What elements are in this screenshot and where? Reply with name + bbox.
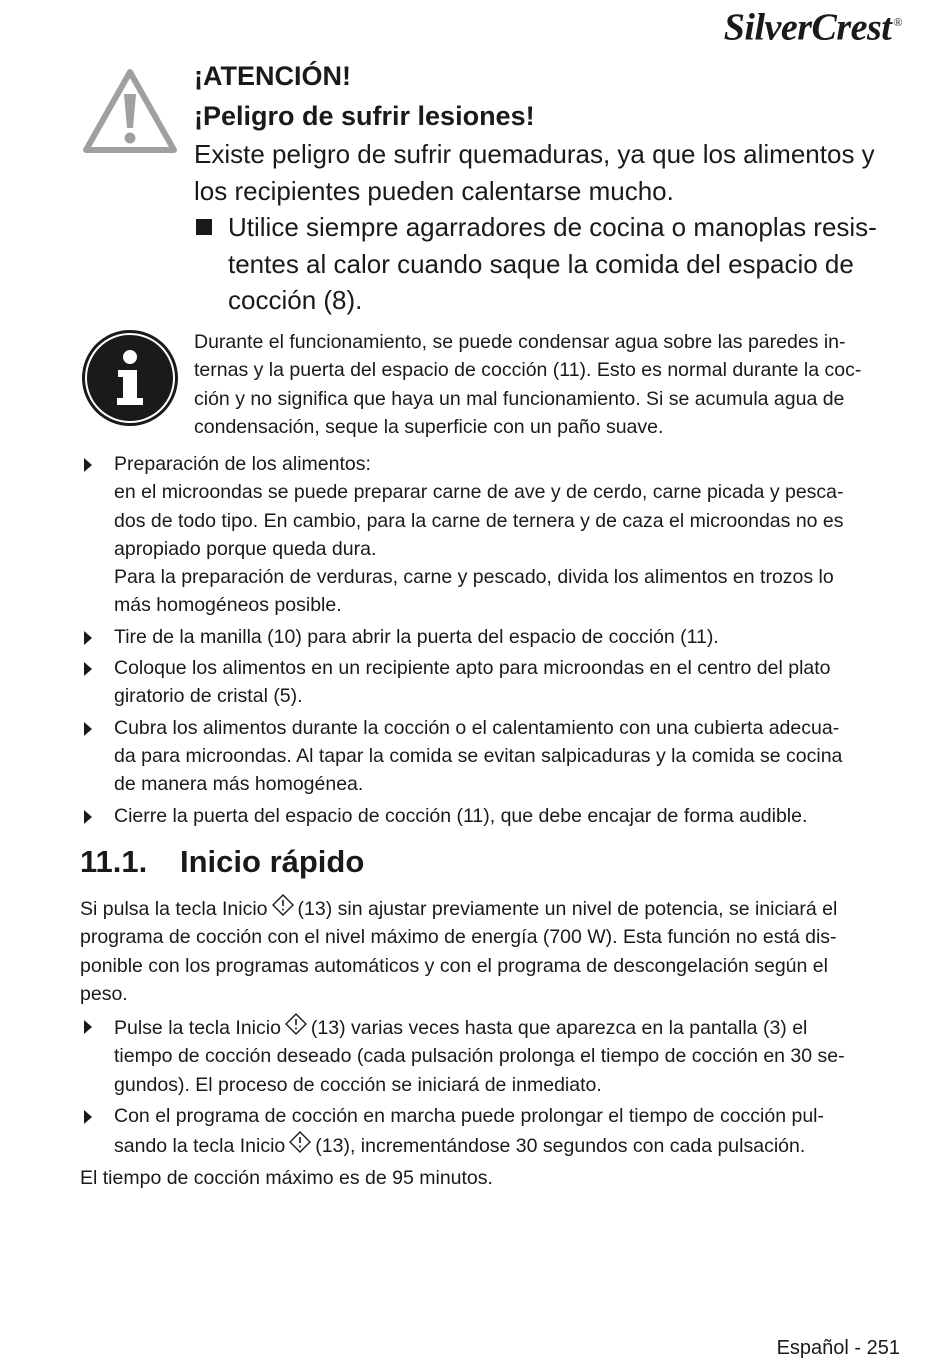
- section-title: Inicio rápido: [180, 844, 365, 879]
- page-footer: Español - 251: [776, 1337, 900, 1359]
- arrow-bullet-icon: [84, 722, 92, 736]
- list-item: Cierre la puerta del espacio de cocción (11), que debe encajar de forma audible.: [80, 802, 900, 830]
- section-heading: [80, 842, 364, 882]
- preparation-steps: [80, 450, 900, 833]
- list-item: Preparación de los alimentos: en el microondas se puede preparar carne de ave y de cerdo, carne picada y pesca- dos de todo tipo. En cambio, para la carne de ternera y de caza el microondas no es apropiado porque queda dura. Para la preparación de verduras, carne y pescado, divida los alimentos en trozos lo más homogéneos posible.: [80, 450, 900, 620]
- arrow-bullet-icon: [84, 1110, 92, 1124]
- section-number: 11.1.: [80, 844, 148, 879]
- info-note: Durante el funcionamiento, se puede condensar agua sobre las paredes in- ternas y la puerta del espacio de cocción (11). Esto es normal durante la coc- ción y no significa que haya un mal funcionamiento. Si se acumula agua de condensación, seque la superficie con un paño suave.: [194, 331, 862, 438]
- info-icon: [80, 328, 180, 428]
- list-item: Tire de la manilla (10) para abrir la puerta del espacio de cocción (11).: [80, 623, 900, 651]
- list-item: Cubra los alimentos durante la cocción o el calentamiento con una cubierta adecua- da para microondas. Al tapar la comida se evitan salpicaduras y la comida se cocina de manera más homogénea.: [80, 714, 900, 799]
- list-item: Con el programa de cocción en marcha puede prolongar el tiempo de cocción pul- sando la tecla Inicio (13), incrementándose 30 segundos con cada pulsación.: [80, 1102, 900, 1161]
- square-bullet-icon: [196, 219, 212, 235]
- brand-logo: SilverCrest ®: [723, 6, 902, 49]
- warning-text: Existe peligro de sufrir quemaduras, ya que los alimentos y los recipientes pueden calentarse mucho.: [194, 139, 875, 206]
- warning-block: [194, 56, 914, 319]
- list-item: Coloque los alimentos en un recipiente apto para microondas en el centro del plato giratorio de cristal (5).: [80, 654, 900, 711]
- warning-triangle-icon: [82, 68, 178, 154]
- start-button-icon: [288, 1130, 312, 1154]
- arrow-bullet-icon: [84, 662, 92, 676]
- warning-title: ¡ATENCIÓN!: [194, 61, 351, 91]
- arrow-bullet-icon: [84, 458, 92, 472]
- warning-subtitle: ¡Peligro de sufrir lesiones!: [194, 101, 535, 131]
- warning-bullet: Utilice siempre agarradores de cocina o manoplas resis- tentes al calor cuando saque la comida del espacio de cocción (8).: [194, 209, 914, 319]
- arrow-bullet-icon: [84, 1020, 92, 1034]
- intro-paragraph: Si pulsa la tecla Inicio (13) sin ajustar previamente un nivel de potencia, se iniciará el programa de cocción con el nivel máximo de energía (700 W). Esta función no está dis- ponible con los programas automáticos y con el programa de descongelación según el peso.: [80, 893, 900, 1008]
- list-item: Pulse la tecla Inicio (13) varias veces hasta que aparezca en la pantalla (3) el tiempo de cocción deseado (cada pulsación prolonga el tiempo de cocción en 30 se- gundos). El proceso de cocción se iniciará de inmediato.: [80, 1012, 900, 1099]
- start-button-icon: [271, 893, 295, 917]
- arrow-bullet-icon: [84, 631, 92, 645]
- closing-note: El tiempo de cocción máximo es de 95 minutos.: [80, 1166, 493, 1189]
- arrow-bullet-icon: [84, 810, 92, 824]
- quick-start-section: [80, 893, 900, 1192]
- start-button-icon: [284, 1012, 308, 1036]
